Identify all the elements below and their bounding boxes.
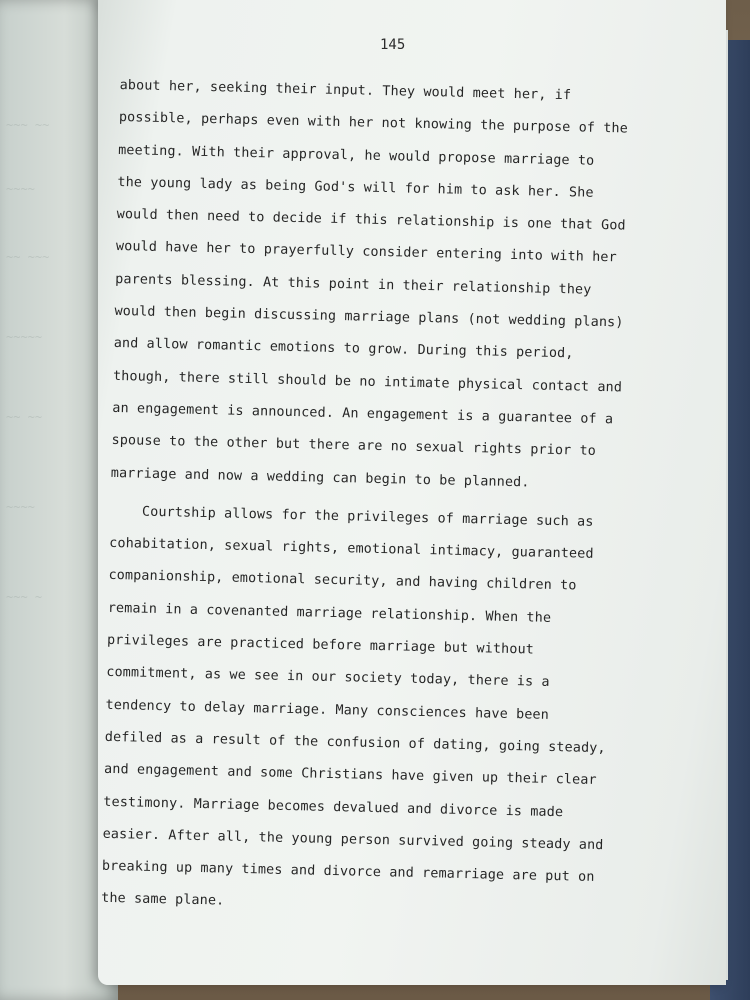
text-line: spouse to the other but there are no sexual rights prior to (111, 433, 597, 460)
text-line: and engagement and some Christians have given up their clear (103, 762, 597, 789)
text-line: meeting. With their approval, he would propose marriage to (118, 142, 595, 169)
text-line: and allow romantic emotions to grow. During this period, (113, 336, 574, 362)
text-line: marriage and now a wedding can begin to be planned. (110, 465, 530, 490)
left-page-bleed-text: ~~ ~~ (6, 410, 43, 424)
text-line: the same plane. (101, 891, 225, 910)
text-line: possible, perhaps even with her not knowing the purpose of the (118, 110, 629, 137)
left-page-bleed-text: ~~~~ (6, 182, 35, 196)
text-line: commitment, as we see in our society today, there is a (106, 665, 550, 691)
text-line: would then need to decide if this relationship is one that God (116, 207, 626, 234)
paragraph-2 (101, 496, 650, 928)
text-line: would then begin discussing marriage plans (not wedding plans) (114, 304, 624, 331)
paragraph-1 (110, 70, 659, 502)
text-line: would have her to prayerfully consider entering into with her (115, 239, 617, 266)
left-page-bleed-text: ~~~~~ (6, 330, 43, 344)
text-line: cohabitation, sexual rights, emotional intimacy, guaranteed (109, 536, 594, 563)
text-line: tendency to delay marriage. Many consciences have been (105, 697, 550, 723)
left-page-bleed-text: ~~~ ~ (6, 590, 43, 604)
left-page-bleed-text: ~~~~ (6, 500, 35, 514)
left-page-bleed-text: ~~ ~~~ (6, 250, 50, 264)
text-line: defiled as a result of the confusion of dating, going steady, (104, 729, 606, 757)
text-line: remain in a covenanted marriage relationship. When the (107, 600, 552, 626)
text-line: though, there still should be no intimate physical contact and (112, 368, 623, 396)
text-line: easier. After all, the young person survived going steady and (102, 826, 604, 853)
text-line: about her, seeking their input. They would meet her, if (119, 77, 572, 104)
text-line: Courtship allows for the privileges of marriage such as (141, 504, 594, 530)
book-page (98, 0, 726, 985)
text-line: the young lady as being God's will for him to ask her. She (117, 174, 594, 201)
text-line: privileges are practiced before marriage but without (106, 632, 535, 658)
text-line: companionship, emotional security, and having children to (108, 568, 577, 594)
left-page-bleed-text: ~~~ ~~ (6, 118, 50, 132)
body-text (101, 70, 660, 928)
text-line: testimony. Marriage becomes devalued and divorce is made (103, 794, 564, 820)
page-number: 145 (380, 37, 406, 53)
text-line: breaking up many times and divorce and remarriage are put on (101, 858, 595, 886)
text-line: an engagement is announced. An engagement is a guarantee of a (112, 400, 614, 428)
text-line: parents blessing. At this point in their relationship they (115, 271, 592, 298)
